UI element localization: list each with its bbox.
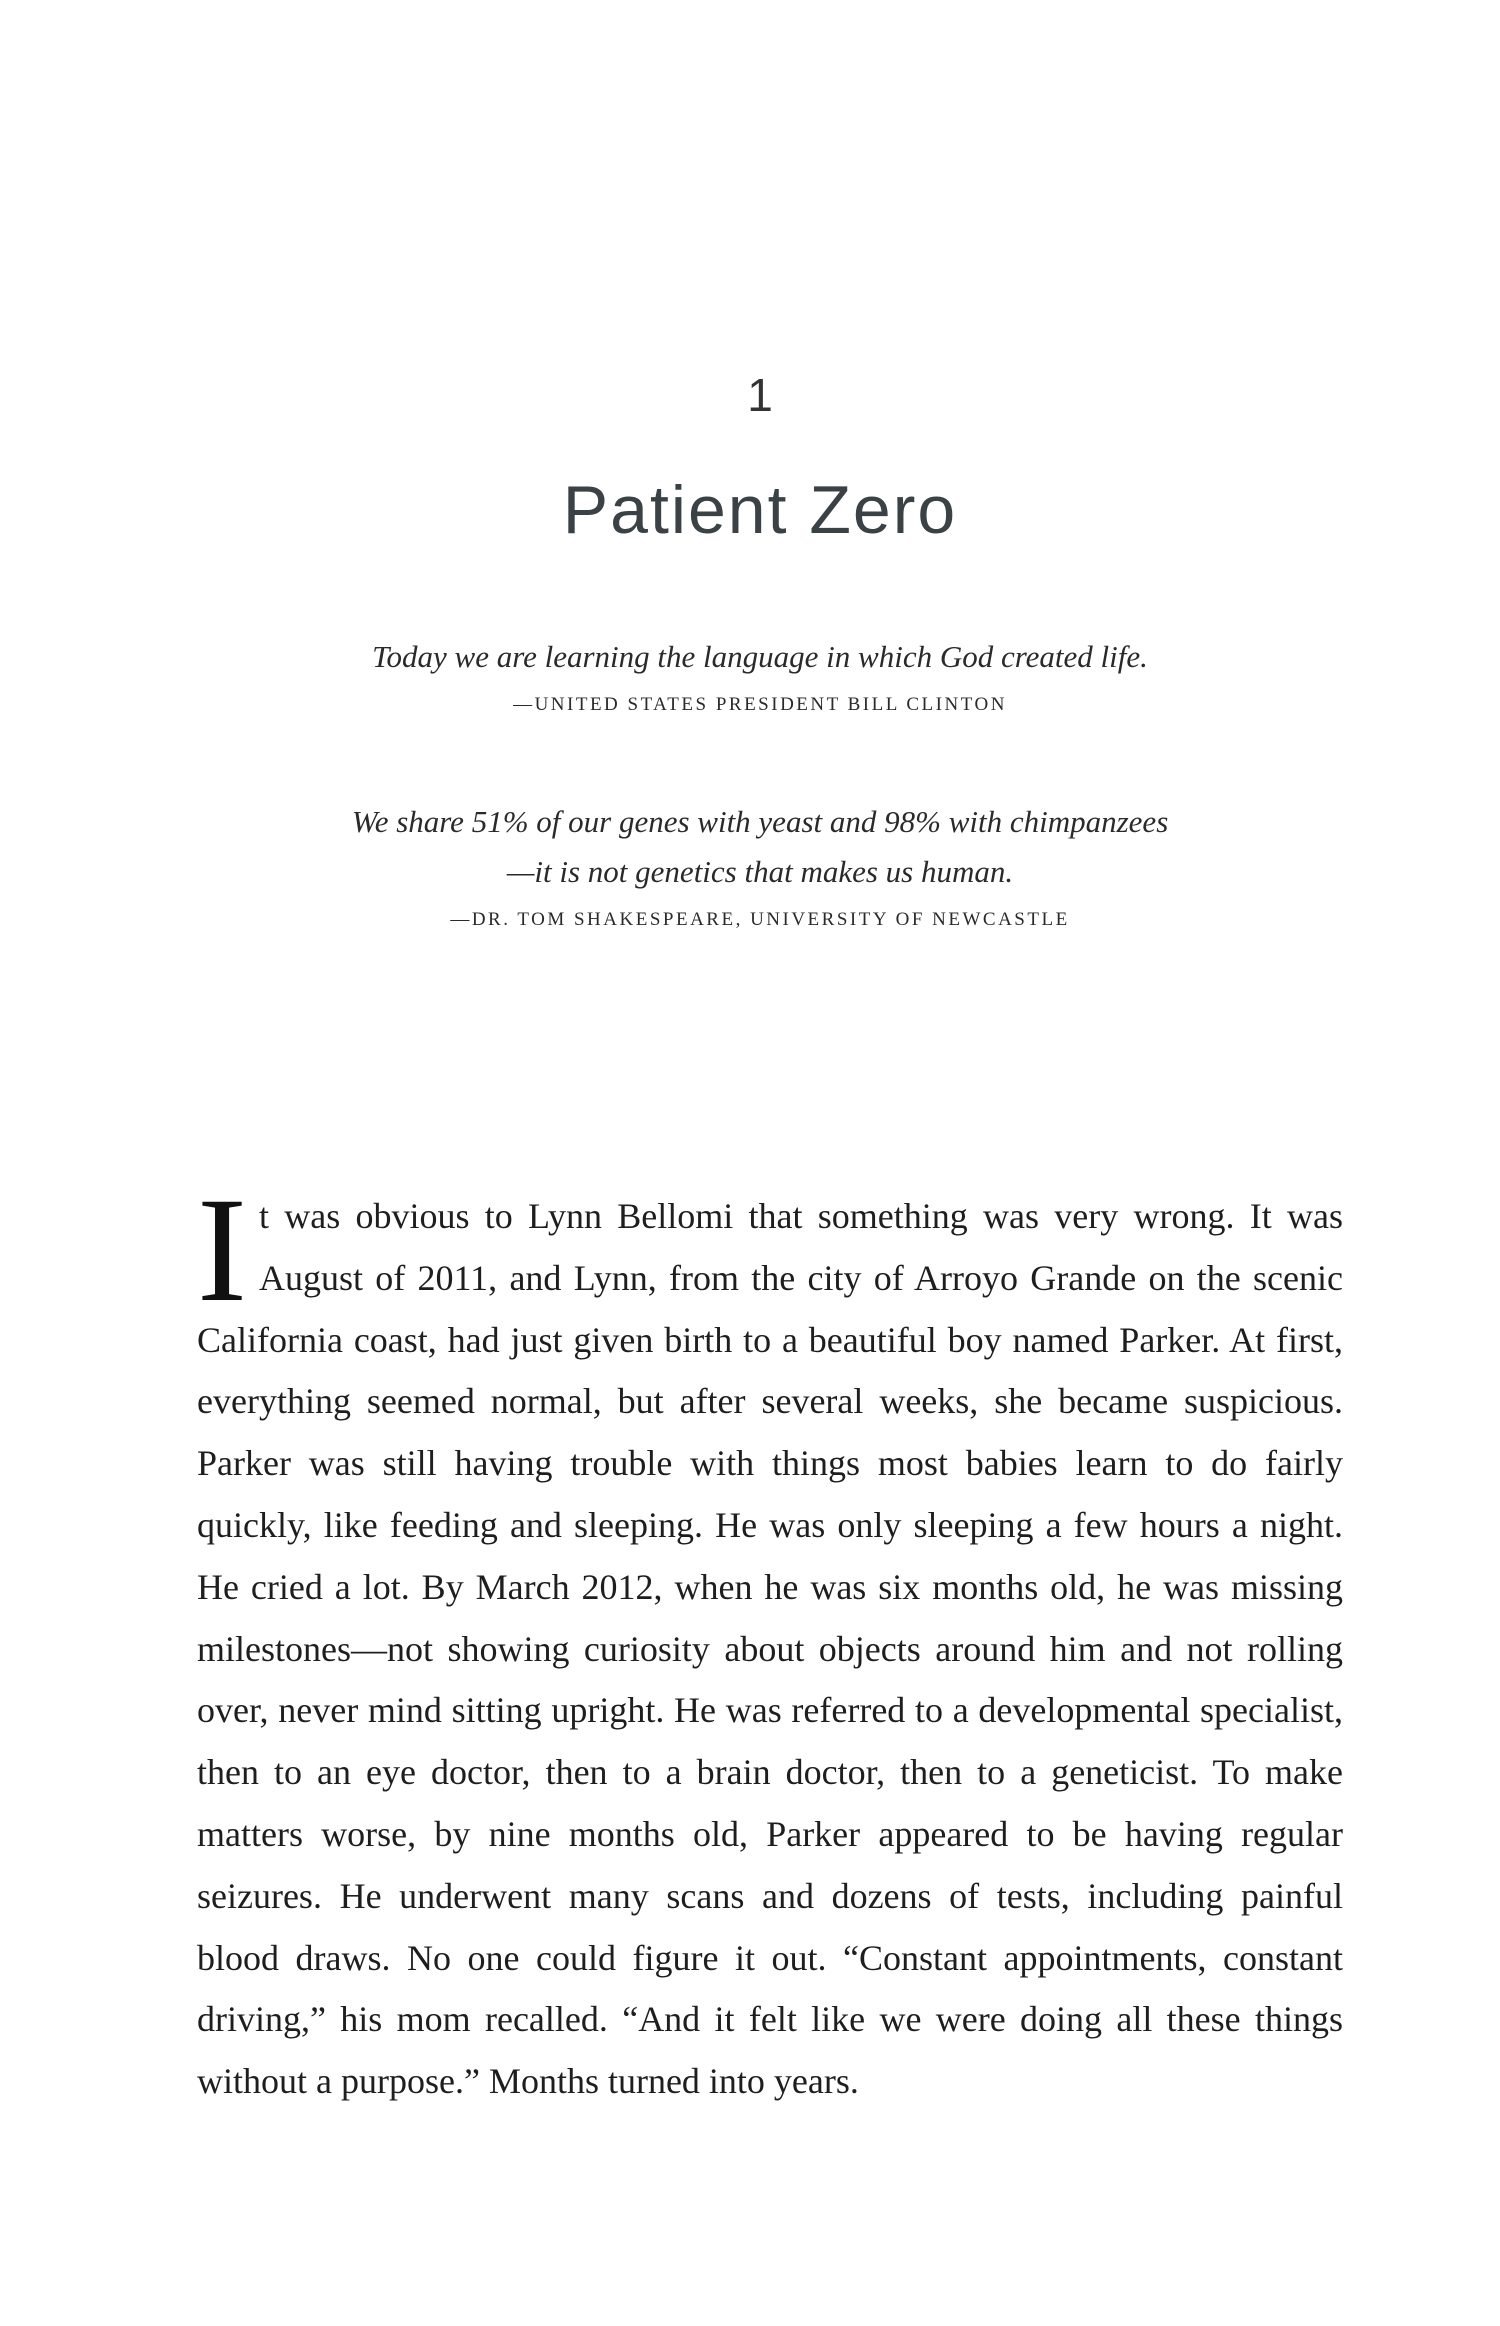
epigraph-quote-line-2: —it is not genetics that makes us human. xyxy=(506,854,1014,889)
chapter-body-paragraph xyxy=(197,1167,1343,2113)
epigraph-attribution: —DR. TOM SHAKESPEARE, UNIVERSITY OF NEWCASTLE xyxy=(450,909,1070,930)
epigraph-shakespeare xyxy=(0,797,1500,931)
chapter-number: 1 xyxy=(747,369,773,421)
epigraph-quote-line-1: We share 51% of our genes with yeast and 98% with chimpanzees xyxy=(351,804,1169,839)
chapter-title: Patient Zero xyxy=(562,472,958,548)
epigraph-quote: Today we are learning the language in which God created life. xyxy=(372,639,1148,674)
epigraph-clinton xyxy=(0,632,1500,716)
epigraph-attribution: —UNITED STATES PRESIDENT BILL CLINTON xyxy=(513,694,1007,715)
paragraph-text: t was obvious to Lynn Bellomi that something was very wrong. It was August of 2011, and Lynn, from the city of Arroyo Grande on the scenic California coast, had just given birth to a beautiful boy named Parker. At first, everything seemed normal, but after several weeks, she became suspicious. Parker was still having trouble with things most babies learn to do fairly quickly, like feeding and sleeping. He was only sleeping a few hours a night. He cried a lot. By March 2012, when he was six months old, he was missing milestones—not showing curiosity about objects around him and not rolling over, never mind sitting upright. He was referred to a developmental specialist, then to an eye doctor, then to a brain doctor, then to a geneticist. To make matters worse, by nine months old, Parker appeared to be having regular seizures. He underwent many scans and dozens of tests, including painful blood draws. No one could figure it out. “Constant appointments, constant driving,” his mom recalled. “And it felt like we were doing all these things without a purpose.” Months turned into years. xyxy=(197,1196,1343,2102)
drop-cap: I xyxy=(197,1167,247,1333)
